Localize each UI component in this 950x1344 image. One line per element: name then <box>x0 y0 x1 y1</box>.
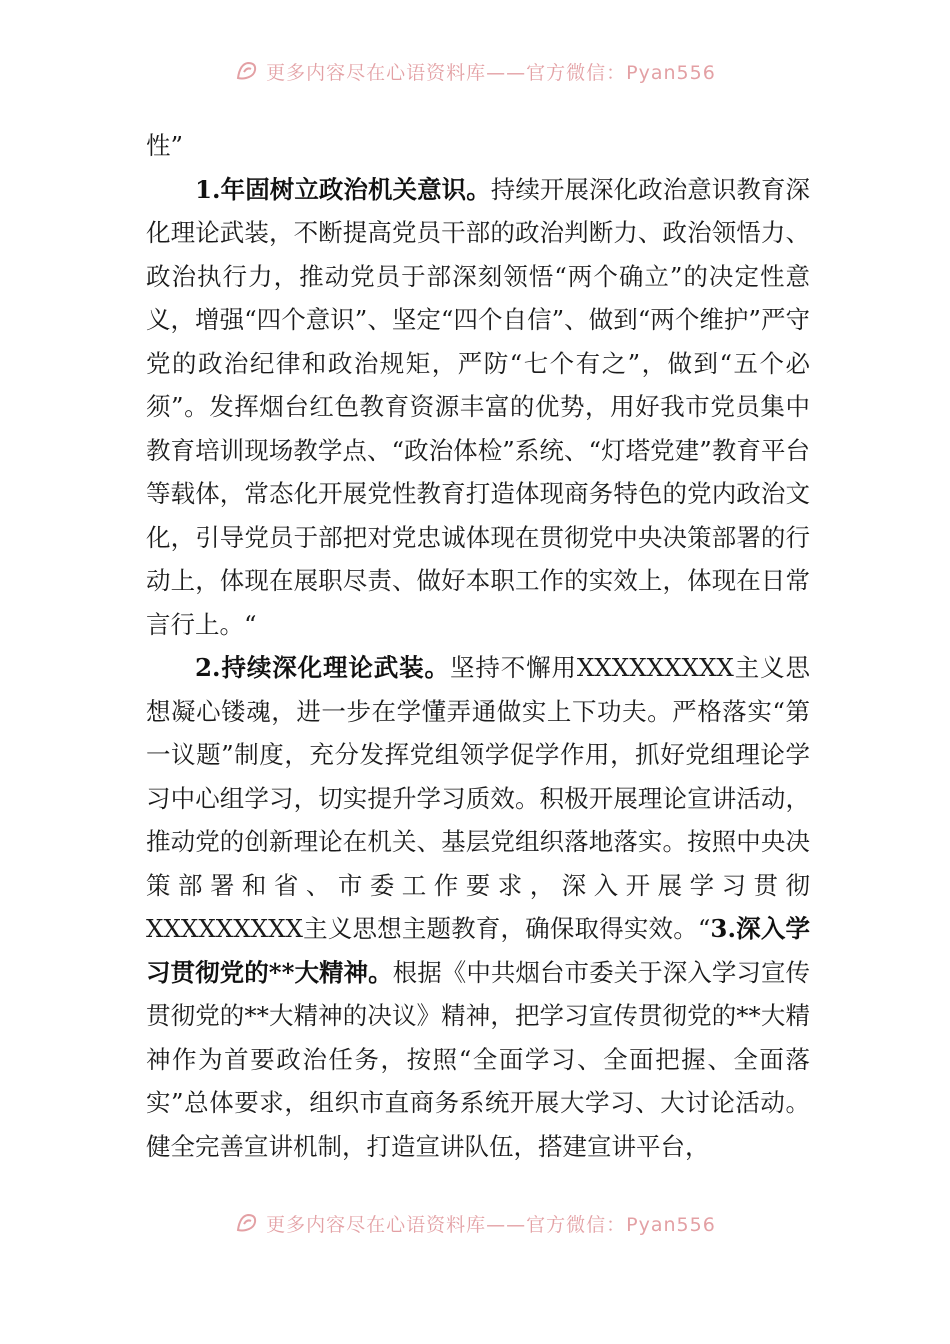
paragraph-heading: 1.年固树立政治机关意识。 <box>195 174 491 204</box>
paragraph-heading: 2.持续深化理论武装。 <box>195 653 450 682</box>
logo-icon <box>234 1210 260 1236</box>
logo-icon <box>234 58 260 84</box>
footer-watermark-text: 更多内容尽在心语资料库——官方微信：Pyan556 <box>266 1213 716 1236</box>
document-body <box>146 124 810 1168</box>
paragraph-1 <box>146 168 810 647</box>
paragraph-text: 持续开展深化政治意识教育深化理论武装，不断提高党员干部的政治判断力、政治领悟力、政治执行力，推动党员于部深刻领悟“两个确立”的决定性意义，增强“四个意识”、坚定“四个自信”、做到“两个维护”严守党的政治纪律和政治规矩，严防“七个有之”，做到“五个必须”。发挥烟台红色教育资源丰富的优势，用好我市党员集中教育培训现场教学点、“政治体检”系统、“灯塔党建”教育平台等载体，常态化开展党性教育打造体现商务特色的党内政治文化，引导党员于部把对党忠诚体现在贯彻党中央决策部署的行动上，体现在展职尽责、做好本职工作的实效上，体现在日常言行上。“ <box>146 174 811 639</box>
paragraph-2 <box>146 646 810 1168</box>
header-watermark-banner <box>0 56 950 86</box>
paragraph-text: 性” <box>146 131 184 160</box>
footer-watermark-banner <box>0 1208 950 1238</box>
paragraph-continuation <box>146 124 810 168</box>
paragraph-heading-3: 3.深入学习贯彻党的**大精神。 <box>146 914 810 987</box>
paragraph-text-3: 根据《中共烟台市委关于深入学习宣传贯彻党的**大精神的决议》精神，把学习宣传贯彻党的**大精神作为首要政治任务，按照“全面学习、全面把握、全面落实”总体要求，组织市直商务系统开展大学习、大讨论活动。健全完善宣讲机制，打造宣讲队伍，搭建宣讲平台， <box>146 957 811 1161</box>
header-watermark-text: 更多内容尽在心语资料库——官方微信：Pyan556 <box>266 61 716 84</box>
paragraph-text: 坚持不懈用XXXXXXXXX主义思想凝心镂魂，进一步在学懂弄通做实上下功夫。严格落实“第一议题”制度，充分发挥党组领学促学作用，抓好党组理论学习中心组学习，切实提升学习质效。积极开展理论宣讲活动，推动党的创新理论在机关、基层党组织落地落实。按照中央决策部署和省、市委工作要求，深入开展学习贯彻XXXXXXXXX主义思想主题教育，确保取得实效。“ <box>146 653 810 943</box>
